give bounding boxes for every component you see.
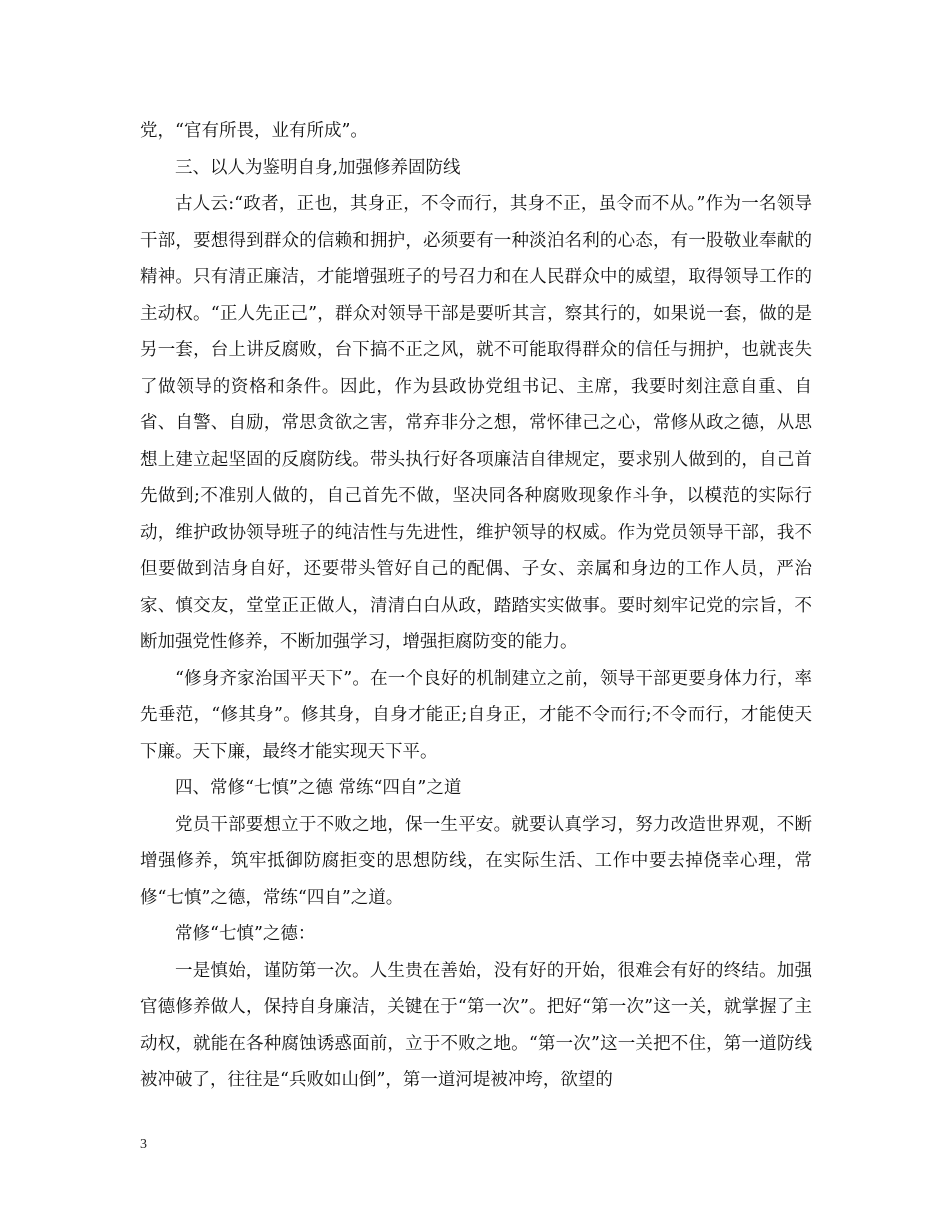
section-heading-4: 四、常修“七慎”之德 常练“四自”之道	[175, 778, 462, 798]
paragraph-first-caution: 一是慎始，谨防第一次。人生贵在善始，没有好的开始，很难会有好的终结。加强官德修养做人，保持自身廉洁，关键在于“第一次”。把好“第一次”这一关，就掌握了主动权，就能在各种腐蚀诱惑面前，立于不败之地。“第一次”这一关把不住，第一道防线被冲破了，往往是“兵败如山倒”，第一道河堤被冲垮，欲望的	[140, 960, 812, 1090]
paragraph-ancient-saying: 古人云:“政者，正也，其身正，不令而行，其身不正，虽令而不从。”作为一名领导干部，要想得到群众的信赖和拥护，必须要有一种淡泊名利的心态，有一股敬业奉献的精神。只有清正廉洁，才能增强班子的号召力和在人民群众中的威望，取得领导工作的主动权。“正人先正己”，群众对领导干部是要听其言，察其行的，如果说一套，做的是另一套，台上讲反腐败，台下搞不正之风，就不可能取得群众的信任与拥护，也就丧失了做领导的资格和条件。因此，作为县政协党组书记、主席，我要时刻注意自重、自省、自警、自励，常思贪欲之害，常弃非分之想，常怀律己之心，常修从政之德，从思想上建立起坚固的反腐防线。带头执行好各项廉洁自律规定，要求别人做到的，自己首先做到;不准别人做的，自己首先不做，坚决同各种腐败现象作斗争，以模范的实际行动，维护政协领导班子的纯洁性与先进性，维护领导的权威。作为党员领导干部，我不但要做到洁身自好，还要带头管好自己的配偶、子女、亲属和身边的工作人员，严治家、慎交友，堂堂正正做人，清清白白从政，踏踏实实做事。要时刻牢记党的宗旨，不断加强党性修养，不断加强学习，增强拒腐防变的能力。	[140, 194, 812, 652]
paragraph-self-cultivation: “修身齐家治国平天下”。在一个良好的机制建立之前，领导干部更要身体力行，率先垂范，“修其身”。修其身，自身才能正;自身正，才能不令而行;不令而行，才能使天下廉。天下廉，最终才能实现天下平。	[140, 668, 812, 762]
paragraph-party-members: 党员干部要想立于不败之地，保一生平安。就要认真学习，努力改造世界观，不断增强修养，筑牢抵御防腐拒变的思想防线，在实际生活、工作中要去掉侥幸心理，常修“七慎”之德，常练“四自”之道。	[140, 814, 812, 908]
paragraph-continuation: 党，“官有所畏，业有所成”。	[140, 121, 368, 141]
page-number: 3	[140, 1137, 147, 1152]
document-body	[140, 113, 812, 1099]
section-heading-3: 三、以人为鉴明自身,加强修养固防线	[175, 157, 461, 178]
subheading-seven-cautions: 常修“七慎”之德：	[175, 924, 316, 944]
